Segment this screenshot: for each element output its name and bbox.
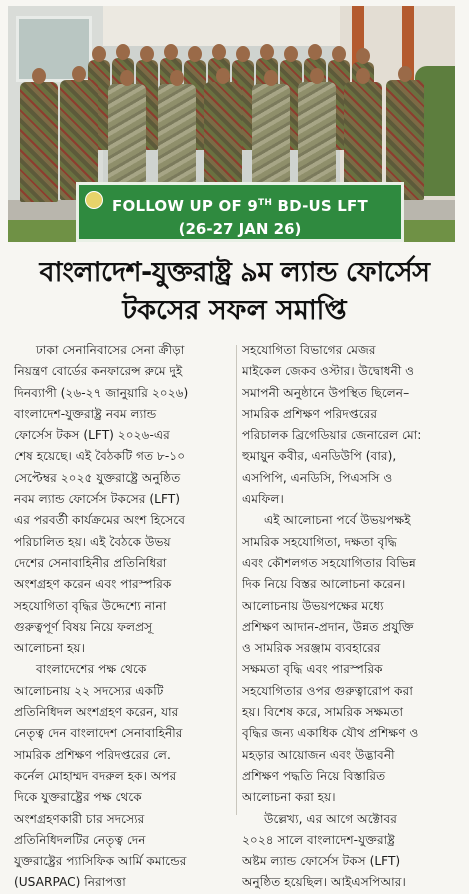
article-line: সক্ষমতা বৃদ্ধি এবং পারস্পরিক	[242, 662, 383, 677]
article-line: এবং কৌশলগত সহযোগিতার বিভিন্ন	[242, 555, 416, 570]
banner-date: (26-27 JAN 26)	[178, 220, 302, 238]
article-line: প্রশিক্ষণ আদান-প্রদান, উন্নত প্রযুক্তি	[242, 619, 414, 634]
article-line: আলোচনায় উভয়পক্ষের মধ্যে	[242, 598, 384, 613]
event-banner	[76, 182, 404, 242]
article-line: অংশগ্রহণ করেন এবং পারস্পরিক	[14, 577, 172, 592]
article-line: দিনব্যাপী (২৬-২৭ জানুয়ারি ২০২৬)	[14, 385, 189, 400]
article-line: প্রতিনিধিদল অংশগ্রহণ করেন, যার	[14, 705, 179, 720]
article-line: সহযোগিতার ওপর গুরুত্বারোপ করা	[242, 683, 413, 698]
article-line: সামরিক সহযোগিতা, দক্ষতা বৃদ্ধি	[242, 534, 397, 549]
article-line: নবম ল্যান্ড ফোর্সেস টকসের (LFT)	[14, 492, 180, 507]
article-line: নেতৃত্ব দেন বাংলাদেশ সেনাবাহিনীর	[14, 726, 183, 741]
column-divider	[236, 345, 237, 815]
article-line: প্রশিক্ষণ পদ্ধতি নিয়ে বিস্তারিত	[242, 768, 386, 783]
article-line: হয়। বিশেষ করে, সামরিক সক্ষমতা	[242, 705, 403, 720]
article-line: ২০২৪ সালে বাংলাদেশ-যুক্তরাষ্ট্র	[242, 832, 395, 847]
article-line: মহড়ার আয়োজন এবং উদ্ভাবনী	[242, 747, 395, 762]
banner-title: FOLLOW UP OF 9TH BD-US LFT	[112, 197, 368, 215]
article-line: এমফিল।	[242, 492, 284, 507]
article-headline	[8, 254, 461, 330]
article-line: এই আলোচনা পর্বে উভয়পক্ষই	[264, 513, 411, 528]
article-line: অংশগ্রহণকারী চার সদস্যের	[14, 811, 145, 826]
article-line: আলোচনা করা হয়।	[242, 790, 336, 805]
article-line: মাইকেল জেকব ওস্টার। উদ্বোধনী ও	[242, 364, 415, 379]
article-line: দিক নিয়ে বিস্তর আলোচনা করেন।	[242, 577, 406, 592]
article-line: সহযোগিতা বৃদ্ধির উদ্দেশ্যে নানা	[14, 598, 167, 613]
article-line: এর পরবর্তী কার্যক্রমের অংশ হিসেবে	[14, 513, 186, 528]
article-line: বৃদ্ধির জন্য একাধিক যৌথ প্রশিক্ষণ ও	[242, 726, 419, 741]
article-line: পরিচালিত হয়। এই বৈঠকে উভয়	[14, 534, 171, 549]
article-line: সহযোগিতা বিভাগের মেজর	[242, 343, 376, 357]
article-line: সামরিক প্রশিক্ষণ পরিদপ্তরের	[242, 406, 378, 421]
article-line: উল্লেখ্য, এর আগে অক্টোবর	[264, 811, 397, 826]
article-column-right	[242, 340, 460, 894]
article-line: সামরিক প্রশিক্ষণ পরিদপ্তরের লে.	[14, 747, 171, 762]
article-line: সেপ্টেম্বর ২০২৫ যুক্তরাষ্ট্রে অনুষ্ঠিত	[14, 470, 181, 485]
headline-line-2: টকসের সফল সমাপ্তি	[122, 295, 347, 326]
article-line: কর্নেল মোহাম্মদ বদরুল হক। অপর	[14, 768, 177, 783]
article-line: দেশের সেনাবাহিনীর প্রতিনিধিরা	[14, 555, 167, 570]
article-line: বাংলাদেশ-যুক্তরাষ্ট্র নবম ল্যান্ড	[14, 406, 157, 421]
article-line: দিকে যুক্তরাষ্ট্রের পক্ষ থেকে	[14, 790, 142, 805]
article-line: ও সামরিক সরঞ্জাম ব্যবহারের	[242, 641, 381, 656]
article-line: ফোর্সেস টকস (LFT) ২০২৬-এর	[14, 428, 170, 443]
article-line: (USARPAC) নিরাপত্তা	[14, 875, 126, 890]
article-column-left	[14, 340, 232, 894]
article-line: অনুষ্ঠিত হয়েছিল। আইএসপিআর।	[242, 875, 406, 890]
article-line: প্রতিনিধিদলটির নেতৃত্ব দেন	[14, 832, 146, 847]
article-line: অষ্টম ল্যান্ড ফোর্সেস টকস (LFT)	[242, 854, 401, 869]
article-line: ঢাকা সেনানিবাসের সেনা ক্রীড়া	[36, 343, 185, 357]
article-line: আলোচনা হয়।	[14, 641, 85, 656]
article-line: হুমায়ুন কবীর, এনডিউপি (বার),	[242, 449, 397, 464]
article-line: নিয়ন্ত্রণ বোর্ডের কনফারেন্স রুমে দুই	[14, 364, 183, 379]
group-photo	[8, 6, 455, 242]
article-line: যুক্তরাষ্ট্রের প্যাসিফিক আর্মি কমান্ডের	[14, 854, 187, 869]
article-line: বাংলাদেশের পক্ষ থেকে	[36, 662, 147, 677]
article-line: এসপিপি, এনডিসি, পিএসসি ও	[242, 470, 393, 485]
headline-line-1: বাংলাদেশ-যুক্তরাষ্ট্র ৯ম ল্যান্ড ফোর্সেস	[39, 257, 430, 288]
article-line: সমাপনী অনুষ্ঠানে উপস্থিত ছিলেন–	[242, 385, 410, 400]
article-line: গুরুত্বপূর্ণ বিষয় নিয়ে ফলপ্রসূ	[14, 619, 153, 634]
article-line: আলোচনায় ২২ সদস্যের একটি	[14, 683, 164, 698]
article-line: পরিচালক ব্রিগেডিয়ার জেনারেল মো:	[242, 428, 422, 443]
article-line: শেষ হয়েছে। এই বৈঠকটি গত ৮-১০	[14, 449, 186, 464]
